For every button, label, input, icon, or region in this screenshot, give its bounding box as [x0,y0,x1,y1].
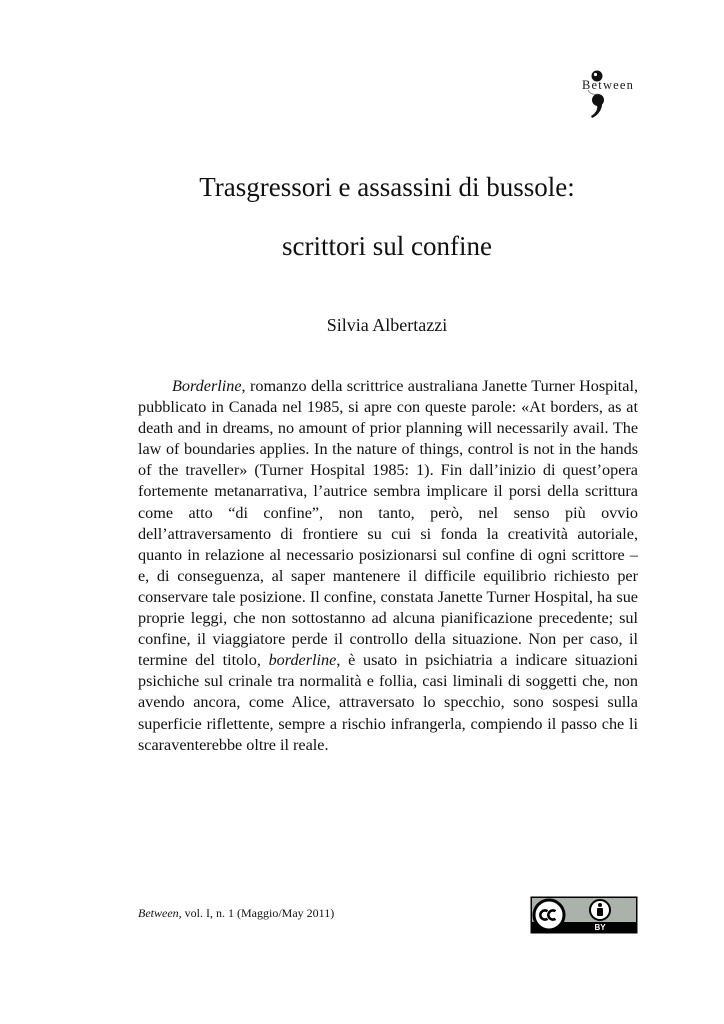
journal-logo [574,68,646,120]
article-title-line-2: scrittori sul confine [282,231,492,261]
citation-details: vol. I, n. 1 (Maggio/May 2011) [181,906,335,920]
logo-text: Between [582,78,635,92]
license-label: BY [594,923,606,932]
journal-name: Between, [138,906,182,920]
cc-by-license-badge[interactable] [530,896,638,934]
article-title-line-1: Trasgressori e assassini di bussole: [199,172,575,202]
semicolon-logo-icon [574,68,646,120]
body-paragraph [138,376,638,756]
creative-commons-by-icon [530,896,638,934]
author-name: Silvia Albertazzi [326,315,448,335]
journal-citation [138,906,334,921]
paragraph-text-a: , romanzo della scrittrice australiana Janette Turner Hospital, pubblicato in Canada nel 1985, si apre con queste parole: «At borders, as at death and in dreams, no amount of prior planning will necessarily avail. The law of boundaries applies. In the nature of things, control is not in the hands of the traveller» (Turner Hospital 1985: 1). Fin dall’inizio di quest’opera fortemente metanarrativa, l’autrice sembra implicare il porsi della scrittura come atto “di confine”, non tanto, però, nel senso più ovvio dell’attraversamento di frontiere su cui si fonda la creatività autoriale, quanto in relazione al necessario posizionarsi sul confine di ogni scrittore – e, di conseguenza, al saper mantenere il difficile equilibrio richiesto per conservare tale posizione. Il confine, constata Janette Turner Hospital, ha sue proprie leggi, che non sottostanno ad alcuna pianificazione precedente; sul confine, il viaggiatore perde il controllo della situazione. Non per caso, il termine del titolo, [138,377,638,670]
italic-title-borderline: Borderline [172,377,242,395]
paragraph-text-b: , è usato in psichiatria a indicare situazioni psichiche sul crinale tra normalità e follia, casi liminali di soggetti che, non avendo ancora, come Alice, attraversato lo specchio, sono sospesi sulla superficie riflettente, sempre a rischio infrangerla, compiendo il passo che li scaraventerebbe oltre il reale. [138,651,638,754]
italic-term-borderline: borderline [268,651,337,670]
